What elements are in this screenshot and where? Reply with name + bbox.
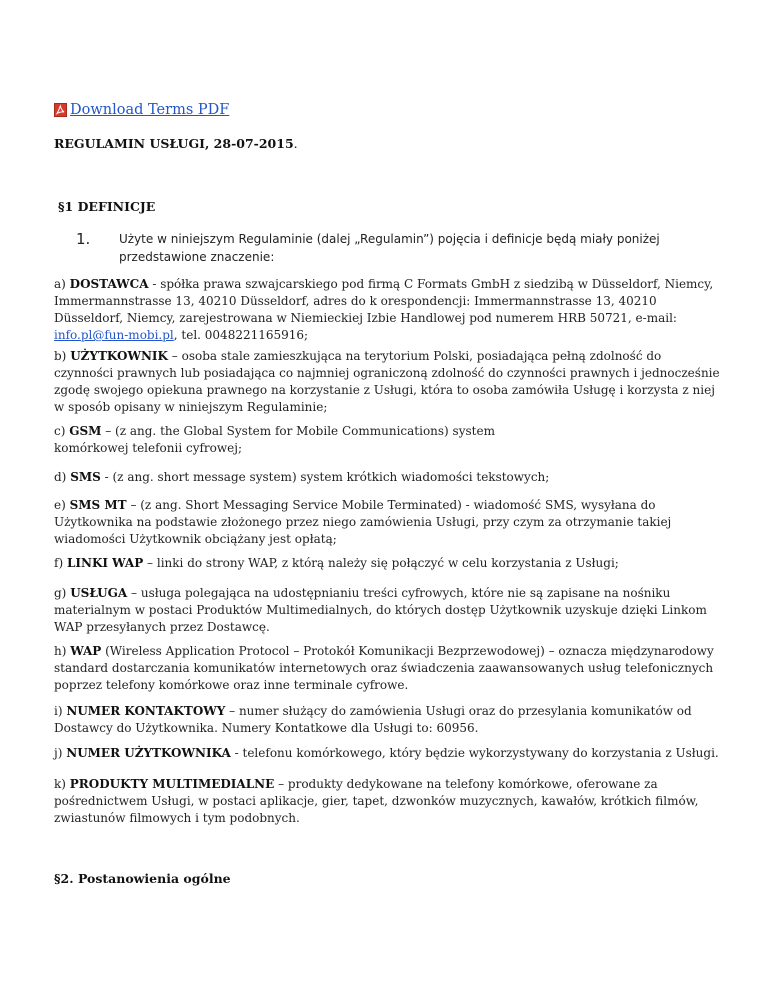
def-prefix: b) — [54, 349, 71, 363]
def-term: USŁUGA — [70, 586, 128, 600]
email-link[interactable]: info.pl@fun-mobi.pl — [54, 328, 174, 342]
download-terms-pdf-link[interactable] — [54, 102, 229, 118]
def-term: WAP — [70, 644, 102, 658]
definition-j — [54, 745, 724, 762]
definition-d — [54, 469, 724, 486]
def-text: – (z ang. the Global System for Mobile Communications) system komórkowej telefonii cyfrowej; — [54, 424, 495, 455]
definition-k — [54, 776, 724, 827]
def-prefix: g) — [54, 586, 71, 600]
download-label[interactable]: Download Terms PDF — [70, 102, 230, 118]
def-text: – numer służący do zamówienia Usługi oraz do przesylania komunikatów od Dostawcy do Użytkownika. Numery Kontatkowe dla Usługi to: 60956. — [54, 704, 692, 735]
def-text: – osoba stale zamieszkująca na terytorium Polski, posiadająca pełną zdolność do czynności prawnych lub posiadająca co najmniej ograniczoną zdolność do czynności prawnych i jednocześnie zgodę swojego opiekuna prawnego na korzystanie z Usługi, która to osoba zamówiła Usługę i korzysta z niej w sposób opisany w niniejszym Regulaminie; — [54, 349, 720, 414]
definition-h — [54, 643, 724, 694]
def-prefix: i) — [54, 704, 67, 718]
definition-b — [54, 348, 724, 416]
title-text: REGULAMIN USŁUGI, 28-07-2015 — [54, 136, 294, 151]
definition-g — [54, 585, 724, 636]
def-text: - telefonu komórkowego, który będzie wykorzystywany do korzystania z Usługi. — [230, 746, 719, 760]
def-text: – produkty dedykowane na telefony komórkowe, oferowane za pośrednictwem Usługi, w postaci aplikacje, gier, tapet, dzwonków muzycznych, kawałów, krótkich filmów, zwiastunów filmowych i tym podobnych. — [54, 777, 699, 825]
definition-f — [54, 555, 724, 572]
def-term: GSM — [69, 424, 102, 438]
def-term: DOSTAWCA — [69, 277, 149, 291]
def-term: NUMER UŻYTKOWNIKA — [66, 746, 231, 760]
definition-c — [54, 423, 544, 457]
def-term: LINKI WAP — [66, 556, 144, 570]
def-text: – (z ang. Short Messaging Service Mobile Terminated) - wiadomość SMS, wysyłana do Użytkownika na podstawie złożonego przez niego zamówienia Usługi, przy czym za otrzymanie takiej wiadomości Użytkownik obciążany jest opłatą; — [54, 498, 672, 546]
def-text: – linki do strony WAP, z którą należy się połączyć w celu korzystania z Usługi; — [143, 556, 619, 570]
def-prefix: e) — [54, 498, 70, 512]
definition-i — [54, 703, 724, 737]
def-text: – usługa polegająca na udostępnianiu treści cyfrowych, które nie są zapisane na nośniku materialnym w postaci Produktów Multimedialnych, do których dostęp Użytkownik uzyskuje dzięki Linkom WAP przesyłanych przez Dostawcę. — [54, 586, 707, 634]
section2-heading: §2. Postanowienia ogólne — [54, 871, 231, 886]
definition-e — [54, 497, 724, 548]
def-prefix: d) — [54, 470, 71, 484]
section1-heading: §1 DEFINICJE — [58, 199, 156, 214]
def-term: UŻYTKOWNIK — [70, 349, 168, 363]
list-number: 1. — [76, 230, 91, 248]
def-suffix: , tel. 0048221165916; — [173, 328, 309, 342]
list-item-1 — [76, 230, 716, 266]
def-prefix: k) — [54, 777, 70, 791]
def-text: (Wireless Application Protocol – Protokół Komunikacji Bezprzewodowej) – oznacza międzynarodowy standard dostarczania komunikatów internetowych oraz świadczenia zaawansowanych usług telefonicznych poprzez telefony komórkowe oraz inne terminale cyfrowe. — [54, 644, 714, 692]
pdf-icon — [54, 103, 67, 117]
def-prefix: a) — [54, 277, 70, 291]
document-title — [54, 136, 298, 151]
def-term: PRODUKTY MULTIMEDIALNE — [69, 777, 275, 791]
definition-a — [54, 276, 724, 344]
list-text: Użyte w niniejszym Regulaminie (dalej „Regulamin”) pojęcia i definicje będą miały poniżej przedstawione znaczenie: — [119, 232, 660, 264]
def-prefix: c) — [54, 424, 70, 438]
def-term: SMS MT — [69, 498, 127, 512]
def-prefix: j) — [54, 746, 67, 760]
def-prefix: h) — [54, 644, 71, 658]
def-term: NUMER KONTAKTOWY — [66, 704, 226, 718]
def-text: - spółka prawa szwajcarskiego pod firmą C Formats GmbH z siedzibą w Düsseldorf, Niemcy, Immermannstrasse 13, 40210 Düsseldorf, adres do k orespondencji: Immermannstrasse 13, 40210 Düsseldorf, Niemcy, zarejestrowana w Niemieckiej Izbie Handlowej pod numerem HRB 50721, e-mail: — [54, 277, 714, 325]
title-dot: . — [293, 136, 298, 151]
def-text: - (z ang. short message system) system krótkich wiadomości tekstowych; — [100, 470, 550, 484]
def-prefix: f) — [54, 556, 67, 570]
def-term: SMS — [70, 470, 101, 484]
